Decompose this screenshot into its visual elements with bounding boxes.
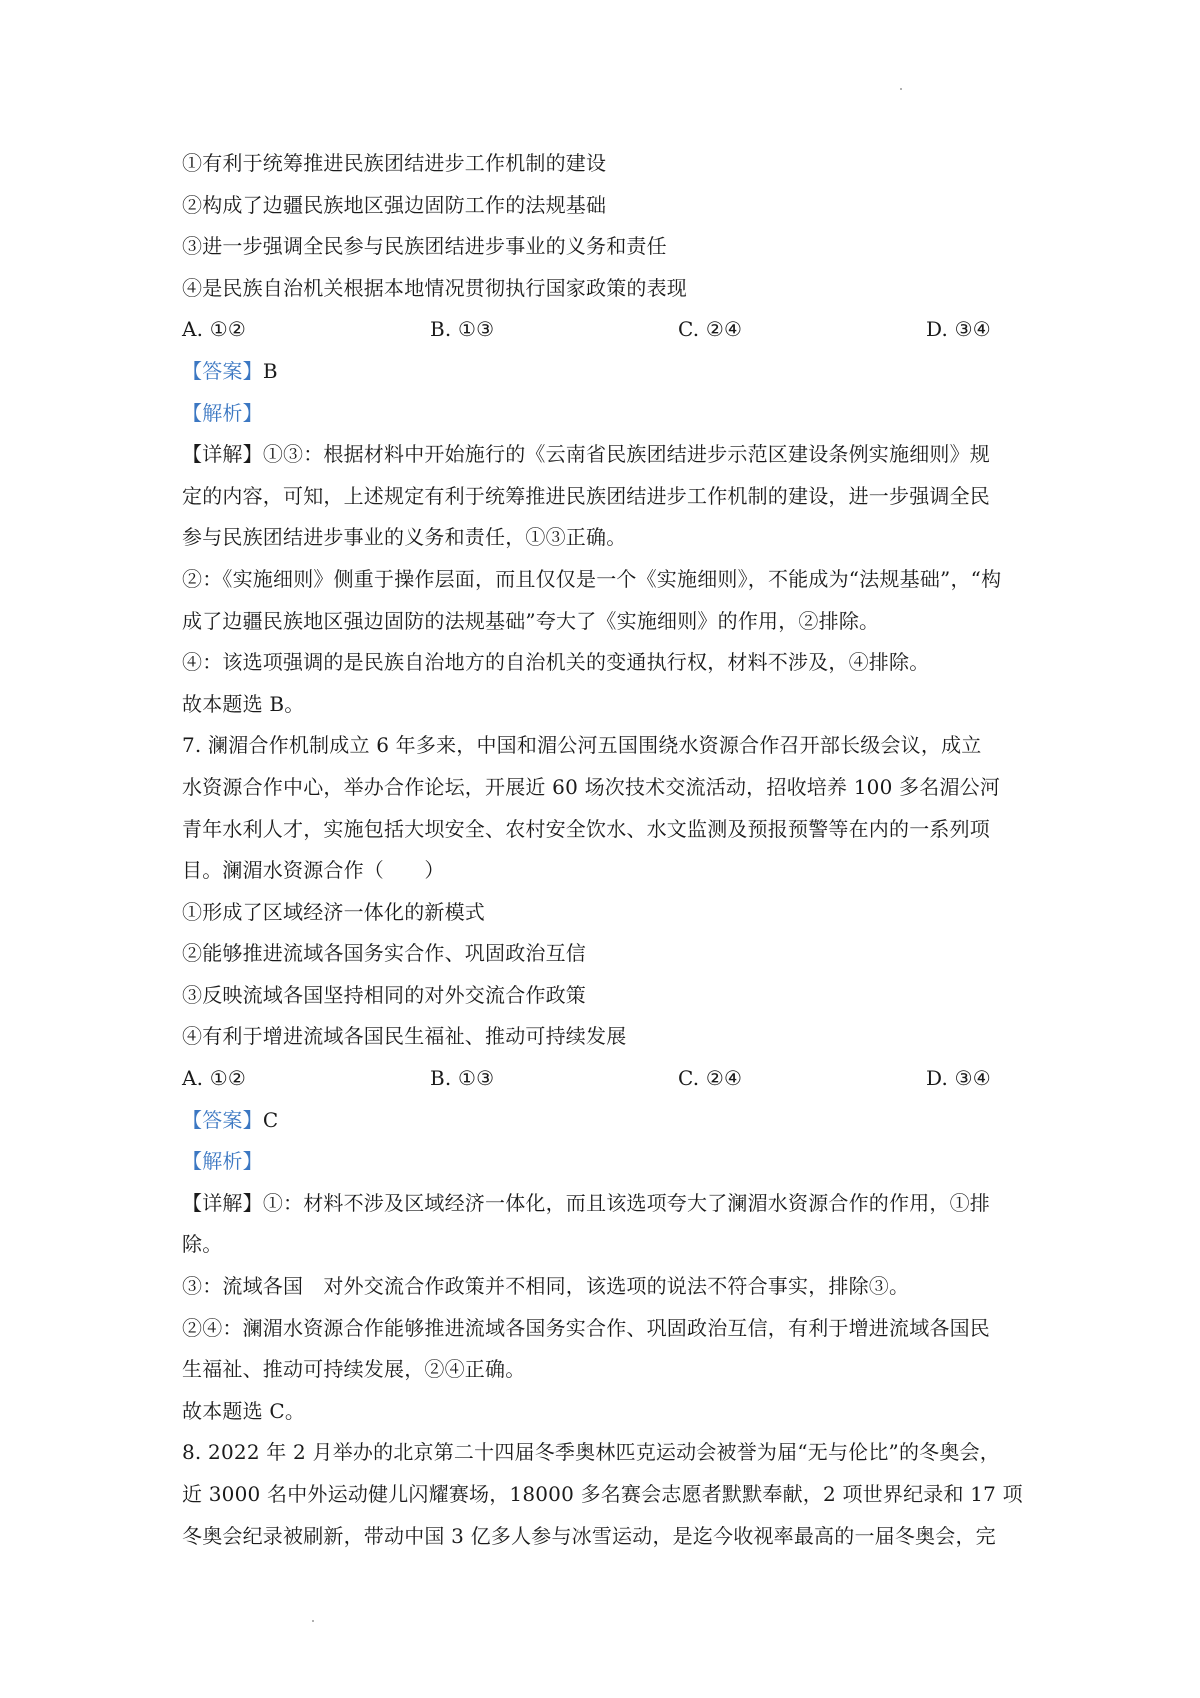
q6-detail-1	[182, 434, 1027, 476]
q6-detail-4: ②：《实施细则》侧重于操作层面，而且仅仅是一个《实施细则》，不能成为“法规基础”，“构	[182, 566, 1002, 591]
q6-conclusion: 故本题选 B。	[182, 691, 305, 716]
q7-detail-4: ②④：澜湄水资源合作能够推进流域各国务实合作、巩固政治互信，有利于增进流域各国民	[182, 1315, 990, 1340]
q7-analysis-tag: 【解析】	[182, 1149, 263, 1174]
q6-answer-value: B	[262, 358, 278, 383]
q7-answer	[182, 1100, 1027, 1142]
q6-answer	[182, 351, 1027, 393]
q7-detail-text-1: ①：材料不涉及区域经济一体化，而且该选项夸大了澜湄水资源合作的作用，①排	[262, 1190, 991, 1215]
q7-answer-value: C	[262, 1107, 279, 1132]
q6-option-d: D. ③④	[926, 317, 991, 342]
q6-statement-2: ②构成了边疆民族地区强边固防工作的法规基础	[182, 192, 607, 217]
q8-question-2: 近 3000 名中外运动健儿闪耀赛场，18000 多名赛会志愿者默默奉献，2 项世界纪录和 17 项	[182, 1482, 1023, 1506]
q6-statement-4: ④是民族自治机关根据本地情况贯彻执行国家政策的表现	[182, 275, 687, 300]
q6-statement-3: ③进一步强调全民参与民族团结进步事业的义务和责任	[182, 234, 667, 259]
scan-dot	[900, 88, 902, 90]
q6-detail-3: 参与民族团结进步事业的义务和责任，①③正确。	[182, 525, 627, 550]
q7-options	[182, 1058, 1027, 1100]
q6-option-c: C. ②④	[678, 317, 743, 342]
q6-detail-text-1: ①③：根据材料中开始施行的《云南省民族团结进步示范区建设条例实施细则》规	[262, 442, 991, 467]
q6-detail-2: 定的内容，可知，上述规定有利于统筹推进民族团结进步工作机制的建设，进一步强调全民	[182, 483, 990, 508]
q7-detail-5: 生福祉、推动可持续发展，②④正确。	[182, 1357, 526, 1382]
q7-statement-4: ④有利于增进流域各国民生福祉、推动可持续发展	[182, 1024, 627, 1049]
q6-detail-6: ④：该选项强调的是民族自治地方的自治机关的变通执行权，材料不涉及，④排除。	[182, 650, 930, 675]
q7-option-b: B. ①③	[430, 1066, 495, 1091]
q6-detail-tag: 【详解】	[182, 442, 263, 467]
q7-question-4: 目。澜湄水资源合作（ ）	[182, 858, 445, 883]
q7-detail-1	[182, 1183, 1027, 1225]
q7-conclusion: 故本题选 C。	[182, 1398, 306, 1423]
q6-option-b: B. ①③	[430, 317, 495, 342]
q7-analysis	[182, 1141, 1027, 1183]
q8-question-3: 冬奥会纪录被刷新，带动中国 3 亿多人参与冰雪运动，是迄今收视率最高的一届冬奥会，完	[182, 1523, 996, 1548]
q7-detail-tag: 【详解】	[182, 1190, 263, 1215]
q7-statement-2: ②能够推进流域各国务实合作、巩固政治互信	[182, 941, 586, 966]
q6-analysis-tag: 【解析】	[182, 400, 263, 425]
q6-detail-5: 成了边疆民族地区强边固防的法规基础”夸大了《实施细则》的作用，②排除。	[182, 608, 880, 633]
q7-statement-1: ①形成了区域经济一体化的新模式	[182, 899, 485, 924]
q6-option-a: A. ①②	[182, 317, 247, 342]
q8-question-1: 8. 2022 年 2 月举办的北京第二十四届冬季奥林匹克运动会被誉为届“无与伦比”的冬奥会，	[182, 1440, 1000, 1465]
q7-answer-tag: 【答案】	[182, 1107, 263, 1132]
q6-statement-1: ①有利于统筹推进民族团结进步工作机制的建设	[182, 151, 607, 175]
q7-statement-3: ③反映流域各国坚持相同的对外交流合作政策	[182, 982, 586, 1007]
q7-question-3: 青年水利人才，实施包括大坝安全、农村安全饮水、水文监测及预报预警等在内的一系列项	[182, 816, 990, 841]
q6-analysis	[182, 393, 1027, 435]
q7-question-2: 水资源合作中心，举办合作论坛，开展近 60 场次技术交流活动，招收培养 100 多名湄公河	[182, 774, 1001, 799]
q6-answer-tag: 【答案】	[182, 358, 263, 383]
q7-detail-3: ③：流域各国 对外交流合作政策并不相同，该选项的说法不符合事实，排除③。	[182, 1274, 910, 1299]
scan-dot	[312, 1620, 314, 1622]
q7-question-1: 7. 澜湄合作机制成立 6 年多来，中国和湄公河五国围绕水资源合作召开部长级会议，成立	[182, 733, 982, 758]
q6-options	[182, 309, 1027, 351]
q7-option-c: C. ②④	[678, 1066, 743, 1091]
q7-detail-2: 除。	[182, 1232, 223, 1257]
q7-option-d: D. ③④	[926, 1066, 991, 1091]
page-content	[182, 143, 1027, 1557]
q7-option-a: A. ①②	[182, 1066, 247, 1091]
